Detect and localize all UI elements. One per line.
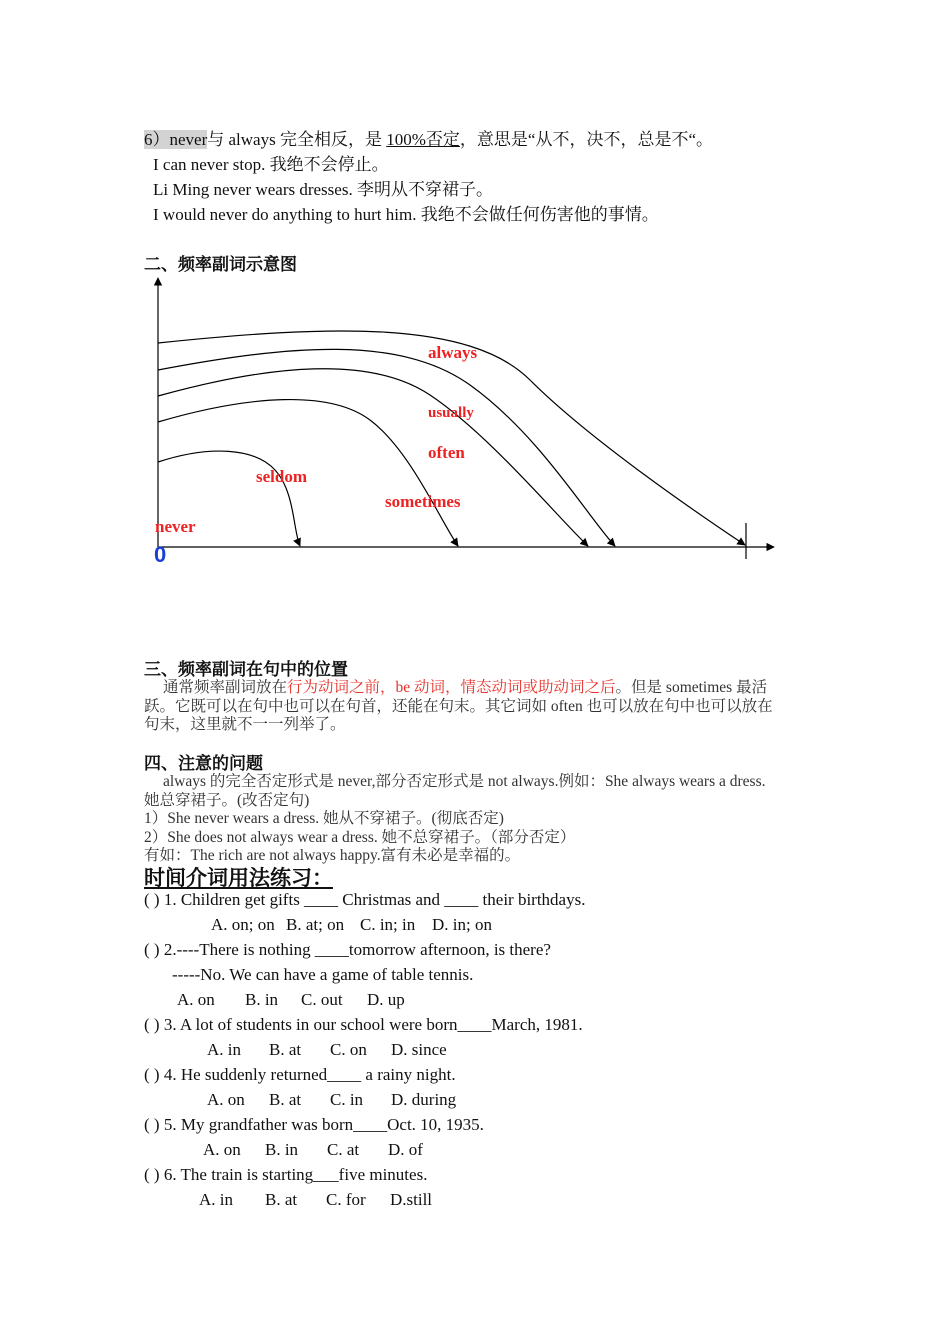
never-example-3: I would never do anything to hurt him. 我绝不会做任何伤害他的事情。 <box>153 205 659 224</box>
q5-option-d: D. of <box>388 1140 423 1159</box>
q3-option-d: D. since <box>391 1040 447 1059</box>
label-never: never <box>155 517 196 536</box>
curve-always <box>158 331 745 545</box>
q4-option-a: A. on <box>207 1090 245 1109</box>
section4-heading: 四、注意的问题 <box>144 754 263 774</box>
label-sometimes: sometimes <box>385 492 461 511</box>
never-number: 6） <box>144 130 170 149</box>
q1-option-d: D. in; on <box>432 915 492 934</box>
section4-line-3: 1）She never wears a dress. 她从不穿裙子。(彻底否定) <box>144 810 504 827</box>
section3-line-3: 句末，这里就不一一列举了。 <box>144 716 346 733</box>
never-example-2: Li Ming never wears dresses. 李明从不穿裙子。 <box>153 180 493 199</box>
practice-title: 时间介词用法练习： <box>144 866 333 890</box>
section3-text-a: 通常频率副词放在 <box>163 679 288 696</box>
curve-often <box>158 369 588 546</box>
q4-option-d: D. during <box>391 1090 457 1109</box>
q4-option-c: C. in <box>330 1090 364 1109</box>
section3-heading: 三、频率副词在句中的位置 <box>144 660 348 680</box>
question-4-options <box>207 1090 456 1110</box>
question-3-options <box>207 1040 447 1060</box>
question-2-options <box>177 990 405 1010</box>
never-desc-b: 100%否定 <box>386 130 460 149</box>
q6-option-a: A. in <box>199 1190 233 1209</box>
question-1: ( ) 1. Children get gifts ____ Christmas and ____ their birthdays. <box>144 890 586 909</box>
section3-line-2: 跃。它既可以在句中也可以在句首，还能在句末。其它词如 often 也可以放在句中也可以放在 <box>144 698 773 715</box>
q6-option-b: B. at <box>265 1190 298 1209</box>
q6-option-c: C. for <box>326 1190 366 1209</box>
section4-line-2: 她总穿裙子。(改否定句) <box>144 792 310 809</box>
curve-usually <box>158 349 615 546</box>
question-5-options <box>203 1140 423 1160</box>
section3-text-c: 。但是 sometimes 最活 <box>615 679 768 696</box>
q2-option-b: B. in <box>245 990 279 1009</box>
q3-option-c: C. on <box>330 1040 367 1059</box>
question-3: ( ) 3. A lot of students in our school were born____March, 1981. <box>144 1015 583 1034</box>
label-always: always <box>428 343 478 362</box>
question-5: ( ) 5. My grandfather was born____Oct. 10, 1935. <box>144 1115 484 1134</box>
q1-option-c: C. in; in <box>360 915 416 934</box>
question-6-options <box>199 1190 432 1210</box>
question-1-options <box>211 915 492 935</box>
question-4: ( ) 4. He suddenly returned____ a rainy night. <box>144 1065 456 1084</box>
q1-option-a: A. on; on <box>211 915 275 934</box>
q2-option-a: A. on <box>177 990 215 1009</box>
label-seldom: seldom <box>256 467 307 486</box>
question-6: ( ) 6. The train is starting___five minutes. <box>144 1165 428 1184</box>
origin-label: 0 <box>154 542 167 567</box>
never-desc-c: ，意思是“从不，决不，总是不“。 <box>459 130 713 149</box>
q5-option-b: B. in <box>265 1140 299 1159</box>
q5-option-a: A. on <box>203 1140 241 1159</box>
q3-option-b: B. at <box>269 1040 302 1059</box>
frequency-diagram <box>0 0 950 620</box>
never-word: never <box>169 130 208 149</box>
label-often: often <box>428 443 465 462</box>
section2-heading: 二、频率副词示意图 <box>144 255 297 275</box>
q6-option-d: D.still <box>390 1190 433 1209</box>
q1-option-b: B. at; on <box>286 915 345 934</box>
question-2-reply: -----No. We can have a game of table tennis. <box>172 965 474 984</box>
label-usually: usually <box>428 405 474 421</box>
curve-sometimes <box>158 400 458 546</box>
section4-line-5: 有如：The rich are not always happy.富有未必是幸福的。 <box>144 847 521 864</box>
never-example-1: I can never stop. 我绝不会停止。 <box>153 155 389 174</box>
section4-line-1: always 的完全否定形式是 never,部分否定形式是 not always.例如：She always wears a dress. <box>163 773 766 790</box>
question-2: ( ) 2.----There is nothing ____tomorrow afternoon, is there? <box>144 940 551 959</box>
section4-line-4: 2）She does not always wear a dress. 她不总穿裙子。（部分否定） <box>144 829 576 846</box>
q3-option-a: A. in <box>207 1040 241 1059</box>
q2-option-d: D. up <box>367 990 405 1009</box>
section3-highlight: 行为动词之前，be 动词，情态动词或助动词之后 <box>287 679 616 696</box>
never-desc-a: 与 always 完全相反，是 <box>207 130 387 149</box>
q4-option-b: B. at <box>269 1090 302 1109</box>
q2-option-c: C. out <box>301 990 343 1009</box>
q5-option-c: C. at <box>327 1140 360 1159</box>
